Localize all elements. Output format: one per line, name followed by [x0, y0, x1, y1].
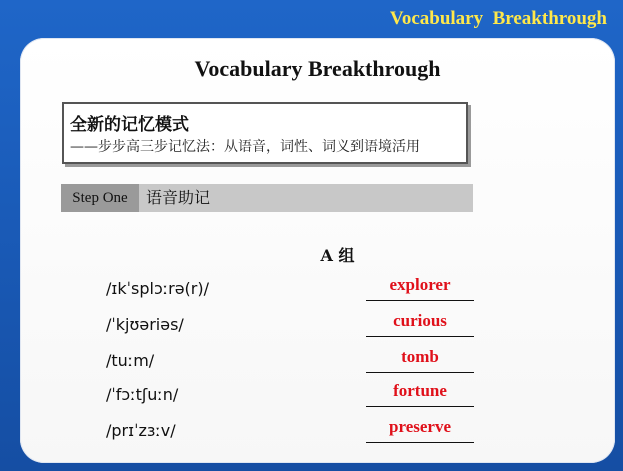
answer-underline: [366, 336, 474, 337]
answer-text: fortune: [393, 381, 447, 400]
phonetic-text: /tuːm/: [106, 351, 155, 370]
phonetic-text: /ˈkjʊəriəs/: [106, 315, 184, 334]
slide-title: Vocabulary Breakthrough: [194, 56, 441, 81]
answer-text: tomb: [401, 347, 439, 366]
answer-underline: [366, 406, 474, 407]
vocab-row: [20, 417, 615, 451]
vocab-row: [20, 311, 615, 345]
phonetic-text: /ɪkˈsplɔːrə(r)/: [106, 279, 209, 298]
step-label: 语音助记: [146, 188, 211, 207]
step-tag: Step One: [61, 184, 139, 212]
memory-method-box: [62, 102, 468, 164]
method-title: 全新的记忆模式: [70, 115, 189, 135]
vocab-row: [20, 275, 615, 309]
vocab-row: [20, 347, 615, 381]
method-subtitle: ——步步高三步记忆法：从语音，词性、词义到语境活用: [70, 139, 420, 155]
step-bar: [61, 184, 473, 212]
slide-card: [20, 38, 615, 463]
answer-underline: [366, 372, 474, 373]
answer-text: explorer: [389, 275, 451, 294]
answer-underline: [366, 300, 474, 301]
answer-text: curious: [393, 311, 447, 330]
answer-text: preserve: [389, 417, 451, 436]
vocab-row: [20, 381, 615, 415]
group-label: A 组: [320, 246, 355, 265]
answer-underline: [366, 442, 474, 443]
phonetic-text: /prɪˈzɜːv/: [106, 421, 176, 440]
phonetic-text: /ˈfɔːtʃuːn/: [106, 385, 179, 404]
header-title: Vocabulary Breakthrough: [389, 8, 607, 29]
